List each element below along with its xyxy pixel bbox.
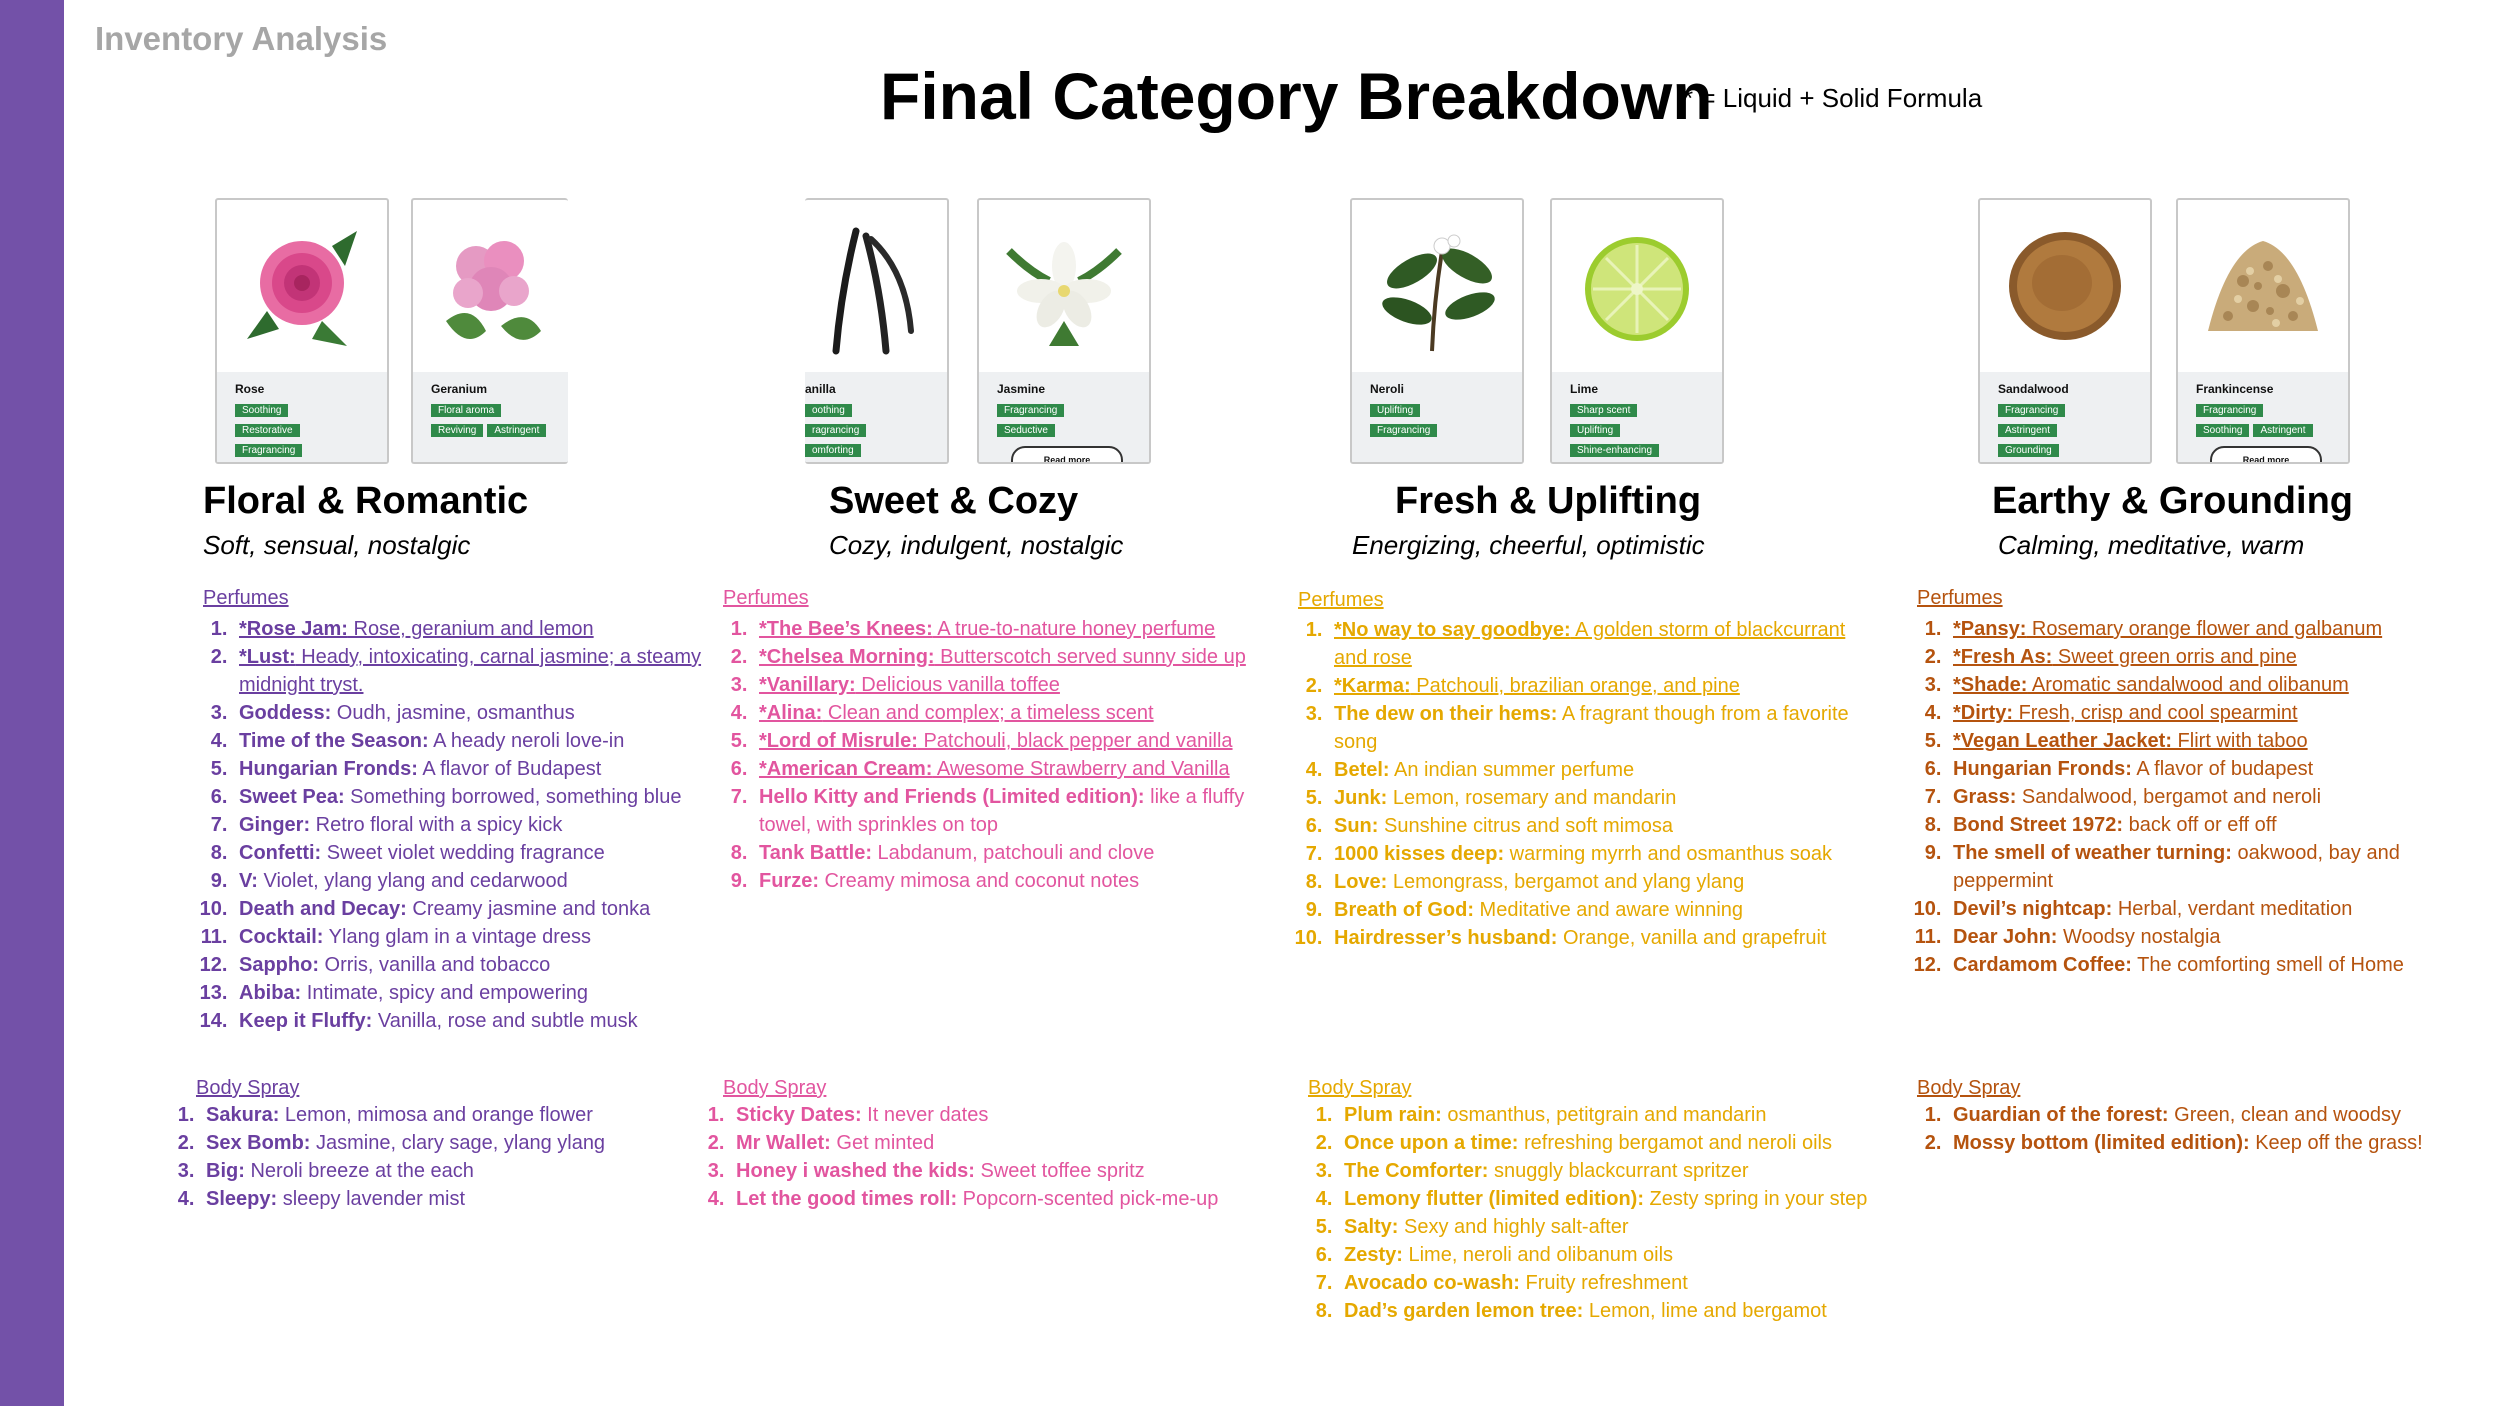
card-name: anilla	[805, 382, 836, 396]
neroli-branch-icon	[1352, 200, 1522, 372]
list-item: 14. Keep it Fluffy: Vanilla, rose and subtle musk	[233, 1007, 743, 1035]
list-item[interactable]: 5. *Lord of Misrule: Patchouli, black pepper and vanilla	[753, 727, 1283, 755]
benefit-tag: Fragrancing	[235, 444, 302, 457]
benefit-tag: Grounding	[1998, 444, 2059, 457]
ingredient-card-lime[interactable]	[1550, 198, 1724, 464]
vanilla-pods-icon	[805, 200, 947, 372]
read-more-button[interactable]: Read more	[1011, 446, 1123, 464]
list-item: 1. Plum rain: osmanthus, petitgrain and mandarin	[1338, 1101, 1898, 1129]
body-spray-heading[interactable]: Body Spray	[196, 1077, 300, 1099]
list-item[interactable]: 1. *The Bee’s Knees: A true-to-nature honey perfume	[753, 615, 1283, 643]
benefit-tag: Reviving	[431, 424, 483, 437]
list-item: 5. Salty: Sexy and highly salt-after	[1338, 1213, 1898, 1241]
list-item: 4. Lemony flutter (limited edition): Zesty spring in your step	[1338, 1185, 1898, 1213]
list-item: 6. Sun: Sunshine citrus and soft mimosa	[1328, 812, 1858, 840]
list-item: 12. Sappho: Orris, vanilla and tobacco	[233, 951, 743, 979]
list-item: 8. Dad’s garden lemon tree: Lemon, lime and bergamot	[1338, 1297, 1898, 1325]
list-item: 7. Grass: Sandalwood, bergamot and neroli	[1947, 783, 2467, 811]
body-spray-list	[1907, 1101, 2427, 1157]
category-title: Sweet & Cozy	[829, 480, 1079, 522]
benefit-tag: omforting	[805, 444, 861, 457]
list-item: 11. Dear John: Woodsy nostalgia	[1947, 923, 2467, 951]
list-item: 4. Let the good times roll: Popcorn-scented pick-me-up	[730, 1185, 1280, 1213]
list-item: 5. Hungarian Fronds: A flavor of Budapest	[233, 755, 743, 783]
benefit-tag: Shine-enhancing	[1570, 444, 1659, 457]
perfumes-heading[interactable]: Perfumes	[723, 587, 809, 609]
list-item[interactable]: 6. *American Cream: Awesome Strawberry and Vanilla	[753, 755, 1283, 783]
list-item: 9. V: Violet, ylang ylang and cedarwood	[233, 867, 743, 895]
list-item: 3. Big: Neroli breeze at the each	[200, 1157, 720, 1185]
body-spray-list	[690, 1101, 1280, 1213]
list-item: 3. The Comforter: snuggly blackcurrant spritzer	[1338, 1157, 1898, 1185]
category-subtitle: Energizing, cheerful, optimistic	[1352, 530, 1705, 560]
perfume-list	[193, 615, 743, 1035]
list-item: 6. Hungarian Fronds: A flavor of budapest	[1947, 755, 2467, 783]
list-item[interactable]: 3. *Vanillary: Delicious vanilla toffee	[753, 671, 1283, 699]
benefit-tag: Fragrancing	[2196, 404, 2263, 417]
list-item[interactable]: 4. *Alina: Clean and complex; a timeless scent	[753, 699, 1283, 727]
perfume-list	[1907, 615, 2467, 979]
geranium-icon	[413, 200, 568, 372]
card-name: Lime	[1570, 382, 1599, 396]
benefit-tag: Fragrancing	[997, 404, 1064, 417]
list-item: 8. Confetti: Sweet violet wedding fragrance	[233, 839, 743, 867]
list-item: 4. Betel: An indian summer perfume	[1328, 756, 1858, 784]
list-item: 2. Mossy bottom (limited edition): Keep off the grass!	[1947, 1129, 2427, 1157]
benefit-tag: Seductive	[997, 424, 1055, 437]
benefit-tag: Fragrancing	[1998, 404, 2065, 417]
list-item[interactable]: 3. *Shade: Aromatic sandalwood and olibanum	[1947, 671, 2467, 699]
read-more-button[interactable]: Read more	[2210, 446, 2322, 464]
list-item[interactable]: 2. *Fresh As: Sweet green orris and pine	[1947, 643, 2467, 671]
list-item: 4. Sleepy: sleepy lavender mist	[200, 1185, 720, 1213]
benefit-tag: oothing	[805, 404, 852, 417]
benefit-tag: Floral aroma	[431, 404, 501, 417]
body-spray-list	[1298, 1101, 1898, 1325]
benefit-tag: Fragrancing	[1370, 424, 1437, 437]
list-item[interactable]: 2. *Chelsea Morning: Butterscotch served sunny side up	[753, 643, 1283, 671]
list-item: 9. Breath of God: Meditative and aware winning	[1328, 896, 1858, 924]
ingredient-card-neroli[interactable]	[1350, 198, 1524, 464]
list-item[interactable]: 1. *Rose Jam: Rose, geranium and lemon	[233, 615, 743, 643]
ingredient-card-frankincense[interactable]	[2176, 198, 2350, 464]
benefit-tag: Soothing	[2196, 424, 2249, 437]
list-item[interactable]: 4. *Dirty: Fresh, crisp and cool spearmint	[1947, 699, 2467, 727]
list-item: 4. Time of the Season: A heady neroli love-in	[233, 727, 743, 755]
benefit-tag: Restorative	[235, 424, 300, 437]
list-item: 8. Tank Battle: Labdanum, patchouli and clove	[753, 839, 1283, 867]
frankincense-resin-icon	[2178, 200, 2348, 372]
rose-icon	[217, 200, 387, 372]
card-name: Neroli	[1370, 382, 1405, 396]
sidebar-accent	[0, 0, 64, 1406]
lime-slice-icon	[1552, 200, 1722, 372]
list-item: 8. Love: Lemongrass, bergamot and ylang ylang	[1328, 868, 1858, 896]
category-subtitle: Cozy, indulgent, nostalgic	[829, 530, 1124, 560]
card-name: Rose	[235, 382, 265, 396]
list-item: 8. Bond Street 1972: back off or eff off	[1947, 811, 2467, 839]
list-item[interactable]: 2. *Karma: Patchouli, brazilian orange, and pine	[1328, 672, 1858, 700]
list-item: 2. Once upon a time: refreshing bergamot and neroli oils	[1338, 1129, 1898, 1157]
list-item: 7. Hello Kitty and Friends (Limited edition): like a fluffy towel, with sprinkles on top	[753, 783, 1283, 839]
ingredient-card-rose[interactable]	[215, 198, 389, 464]
page-title: Final Category Breakdown	[880, 59, 1713, 133]
perfumes-heading[interactable]: Perfumes	[1298, 589, 1384, 611]
list-item: 12. Cardamom Coffee: The comforting smell of Home	[1947, 951, 2467, 979]
benefit-tag: Sharp scent	[1570, 404, 1637, 417]
card-name: Frankincense	[2196, 382, 2274, 396]
card-name: Jasmine	[997, 382, 1046, 396]
list-item: 1. Sakura: Lemon, mimosa and orange flower	[200, 1101, 720, 1129]
list-item: 10. Death and Decay: Creamy jasmine and tonka	[233, 895, 743, 923]
list-item[interactable]: 5. *Vegan Leather Jacket: Flirt with taboo	[1947, 727, 2467, 755]
sandalwood-slice-icon	[1980, 200, 2150, 372]
category-subtitle: Calming, meditative, warm	[1998, 530, 2305, 560]
perfumes-heading[interactable]: Perfumes	[203, 587, 289, 609]
card-name: Geranium	[431, 382, 488, 396]
list-item[interactable]: 2. *Lust: Heady, intoxicating, carnal jasmine; a steamy midnight tryst.	[233, 643, 743, 699]
category-title: Floral & Romantic	[203, 480, 529, 522]
list-item: 7. 1000 kisses deep: warming myrrh and osmanthus soak	[1328, 840, 1858, 868]
perfume-list	[713, 615, 1283, 895]
formula-legend-note: * = Liquid + Solid Formula	[1683, 83, 1983, 113]
list-item: 7. Avocado co-wash: Fruity refreshment	[1338, 1269, 1898, 1297]
body-spray-heading[interactable]: Body Spray	[1308, 1077, 1412, 1099]
list-item[interactable]: 1. *No way to say goodbye: A golden storm of blackcurrant and rose	[1328, 616, 1858, 672]
list-item: 3. The dew on their hems: A fragrant though from a favorite song	[1328, 700, 1858, 756]
category-subtitle: Soft, sensual, nostalgic	[203, 530, 471, 560]
benefit-tag: Astringent	[2253, 424, 2312, 437]
category-title: Earthy & Grounding	[1992, 480, 2353, 522]
ingredient-card-vanilla[interactable]	[805, 198, 949, 464]
list-item: 2. Mr Wallet: Get minted	[730, 1129, 1280, 1157]
benefit-tag: ragrancing	[805, 424, 866, 437]
list-item: 6. Zesty: Lime, neroli and olibanum oils	[1338, 1241, 1898, 1269]
perfume-list	[1288, 616, 1858, 952]
benefit-tag: Uplifting	[1370, 404, 1420, 417]
benefit-tag: Soothing	[235, 404, 288, 417]
list-item: 3. Goddess: Oudh, jasmine, osmanthus	[233, 699, 743, 727]
list-item[interactable]: 1. *Pansy: Rosemary orange flower and galbanum	[1947, 615, 2467, 643]
list-item: 10. Devil’s nightcap: Herbal, verdant meditation	[1947, 895, 2467, 923]
list-item: 11. Cocktail: Ylang glam in a vintage dress	[233, 923, 743, 951]
perfumes-heading[interactable]: Perfumes	[1917, 587, 2003, 609]
list-item: 13. Abiba: Intimate, spicy and empowering	[233, 979, 743, 1007]
body-spray-heading[interactable]: Body Spray	[723, 1077, 827, 1099]
list-item: 2. Sex Bomb: Jasmine, clary sage, ylang ylang	[200, 1129, 720, 1157]
benefit-tag: Astringent	[1998, 424, 2057, 437]
list-item: 5. Junk: Lemon, rosemary and mandarin	[1328, 784, 1858, 812]
list-item: 6. Sweet Pea: Something borrowed, something blue	[233, 783, 743, 811]
category-title: Fresh & Uplifting	[1395, 480, 1702, 522]
body-spray-heading[interactable]: Body Spray	[1917, 1077, 2021, 1099]
ingredient-card-sandalwood[interactable]	[1978, 198, 2152, 464]
benefit-tag: Astringent	[487, 424, 546, 437]
list-item: 1. Sticky Dates: It never dates	[730, 1101, 1280, 1129]
body-spray-list	[160, 1101, 720, 1213]
list-item: 7. Ginger: Retro floral with a spicy kick	[233, 811, 743, 839]
section-label: Inventory Analysis	[95, 20, 388, 57]
list-item: 3. Honey i washed the kids: Sweet toffee spritz	[730, 1157, 1280, 1185]
list-item: 1. Guardian of the forest: Green, clean and woodsy	[1947, 1101, 2427, 1129]
jasmine-icon	[979, 200, 1149, 372]
ingredient-card-geranium[interactable]	[411, 198, 568, 464]
card-name: Sandalwood	[1998, 382, 2069, 396]
benefit-tag: Uplifting	[1570, 424, 1620, 437]
list-item: 9. The smell of weather turning: oakwood, bay and peppermint	[1947, 839, 2467, 895]
list-item: 9. Furze: Creamy mimosa and coconut notes	[753, 867, 1283, 895]
ingredient-card-jasmine[interactable]	[977, 198, 1151, 464]
list-item: 10. Hairdresser’s husband: Orange, vanilla and grapefruit	[1328, 924, 1858, 952]
